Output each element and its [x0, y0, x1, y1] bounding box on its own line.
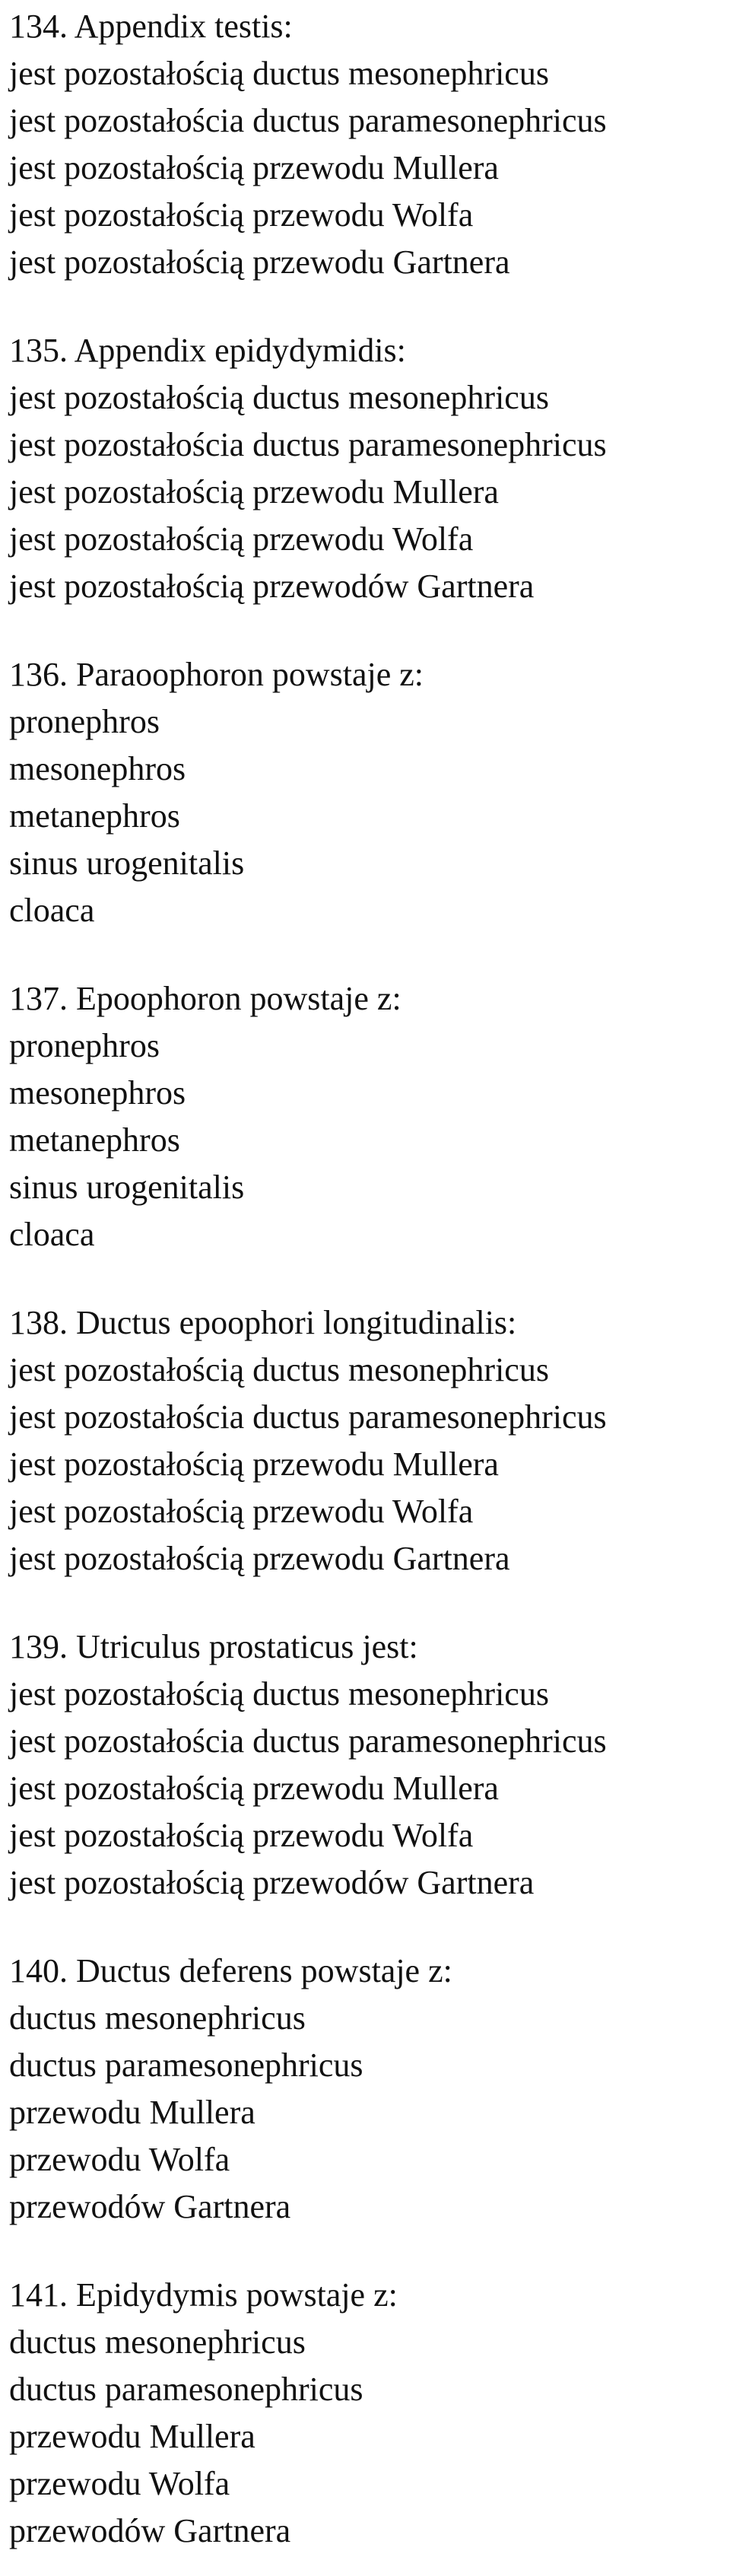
answer-option: jest pozostałością przewodu Mullera [9, 1445, 499, 1483]
answer-option: jest pozostałością przewodu Mullera [9, 473, 499, 510]
question-141 [9, 2272, 724, 2555]
answer-option: przewodu Wolfa [9, 2465, 230, 2502]
answer-option: jest pozostałościa ductus paramesonephricus [9, 1398, 607, 1436]
question-135 [9, 327, 724, 610]
answer-option: pronephros [9, 1027, 160, 1064]
answer-option: jest pozostałością przewodu Gartnera [9, 1540, 510, 1577]
answer-option: jest pozostałością przewodu Wolfa [9, 1493, 474, 1530]
question-title: 138. Ductus epoophori longitudinalis: [9, 1304, 517, 1341]
answer-option: mesonephros [9, 750, 186, 787]
answer-option: cloaca [9, 1216, 95, 1253]
answer-option: jest pozostałością ductus mesonephricus [9, 1675, 549, 1713]
answer-option: jest pozostałością przewodu Mullera [9, 149, 499, 186]
question-139 [9, 1624, 724, 1907]
answer-option: jest pozostałością przewodu Wolfa [9, 520, 474, 558]
answer-option: jest pozostałością przewodu Wolfa [9, 1817, 474, 1854]
answer-option: ductus paramesonephricus [9, 2046, 363, 2084]
answer-option: jest pozostałością ductus mesonephricus [9, 55, 549, 92]
question-title: 139. Utriculus prostaticus jest: [9, 1628, 418, 1665]
question-title: 137. Epoophoron powstaje z: [9, 980, 402, 1017]
answer-option: jest pozostałością przewodu Gartnera [9, 243, 510, 281]
question-title: 136. Paraoophoron powstaje z: [9, 656, 424, 693]
answer-option: metanephros [9, 1121, 180, 1159]
answer-option: jest pozostałością przewodu Wolfa [9, 196, 474, 234]
answer-option: przewodów Gartnera [9, 2512, 291, 2549]
answer-option: cloaca [9, 892, 95, 929]
answer-option: jest pozostałościa ductus paramesonephricus [9, 1722, 607, 1760]
answer-option: jest pozostałościa ductus paramesonephricus [9, 426, 607, 463]
answer-option: jest pozostałością przewodów Gartnera [9, 1864, 535, 1901]
answer-option: ductus mesonephricus [9, 2323, 306, 2361]
answer-option: jest pozostałością przewodu Mullera [9, 1770, 499, 1807]
question-136 [9, 651, 724, 934]
answer-option: mesonephros [9, 1074, 186, 1111]
question-title: 140. Ductus deferens powstaje z: [9, 1952, 452, 1989]
question-title: 134. Appendix testis: [9, 8, 293, 45]
answer-option: przewodu Wolfa [9, 2141, 230, 2178]
answer-option: metanephros [9, 797, 180, 835]
answer-option: przewodu Mullera [9, 2418, 256, 2455]
answer-option: przewodu Mullera [9, 2094, 256, 2131]
question-title: 135. Appendix epidydymidis: [9, 332, 406, 369]
answer-option: jest pozostałością ductus mesonephricus [9, 1351, 549, 1388]
answer-option: sinus urogenitalis [9, 1169, 245, 1206]
answer-option: sinus urogenitalis [9, 844, 245, 882]
answer-option: jest pozostałością przewodów Gartnera [9, 568, 535, 605]
question-134 [9, 3, 724, 286]
answer-option: jest pozostałością ductus mesonephricus [9, 379, 549, 416]
answer-option: przewodów Gartnera [9, 2188, 291, 2225]
question-title: 141. Epidydymis powstaje z: [9, 2276, 398, 2314]
answer-option: ductus paramesonephricus [9, 2371, 363, 2408]
answer-option: pronephros [9, 703, 160, 740]
answer-option: jest pozostałościa ductus paramesonephricus [9, 102, 607, 139]
question-140 [9, 1948, 724, 2231]
question-138 [9, 1299, 724, 1582]
answer-option: ductus mesonephricus [9, 1999, 306, 2037]
question-137 [9, 975, 724, 1258]
